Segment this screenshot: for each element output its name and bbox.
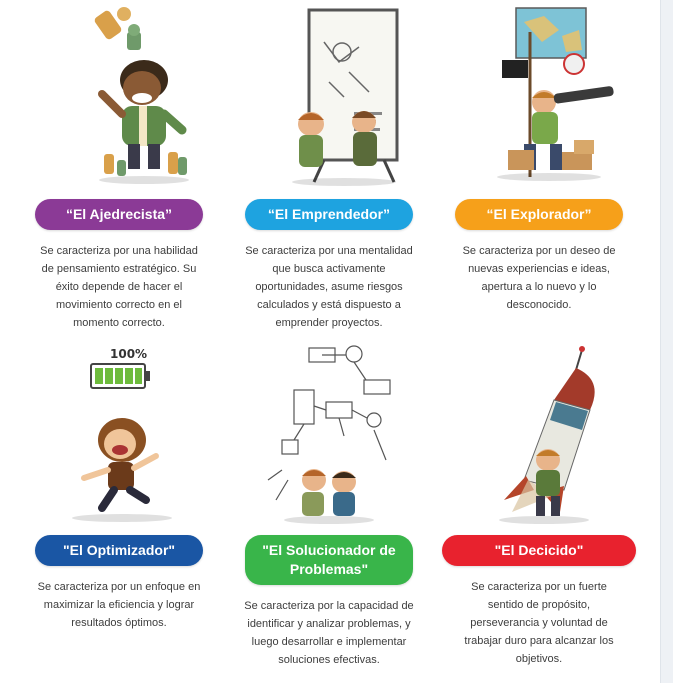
profile-description: Se caracteriza por una habilidad de pensamiento estratégico. Su éxito depende de hacer el movimiento correcto en el momento correcto. [40,245,198,329]
profile-title-pill: “El Explorador” [455,199,623,230]
profile-title-pill: “El Ajedrecista” [35,199,203,230]
profile-card-explorador [434,2,644,314]
chess-player-illustration [44,2,194,187]
profile-card-solucionador [224,340,434,669]
battery-runner-illustration [44,340,194,525]
diagram-thinker-illustration [254,340,404,525]
profile-description: Se caracteriza por un enfoque en maximizar la eficiencia y lograr resultados óptimos. [37,581,201,629]
profile-card-optimizador [14,340,224,632]
scrollbar-track[interactable] [660,0,673,683]
profile-title-pill: "El Solucionador de Problemas" [245,535,413,585]
profile-card-decicido [434,340,644,668]
profile-title-pill: "El Decicido" [442,535,636,566]
battery-percentage-label: 100% [110,347,148,361]
profile-description: Se caracteriza por un deseo de nuevas experiencias e ideas, apertura a lo nuevo y lo desconocido. [462,245,616,311]
profile-card-ajedrecista [14,2,224,332]
profile-description: Se caracteriza por un fuerte sentido de propósito, perseverancia y voluntad de trabajar duro para alcanzar los objetivos. [464,581,614,665]
profile-description: Se caracteriza por la capacidad de identificar y analizar problemas, y luego desarrollar e implementar soluciones efectivas. [244,600,414,666]
rocket-rider-illustration [464,340,614,525]
profile-title-pill: "El Optimizador" [35,535,203,566]
whiteboard-illustration [254,2,404,187]
explorer-telescope-illustration [464,2,614,187]
profile-card-emprendedor [224,2,434,332]
profile-description: Se caracteriza por una mentalidad que busca activamente oportunidades, asume riesgos calculados y está dispuesto a emprender proyectos. [245,245,413,329]
profile-title-pill: “El Emprendedor” [245,199,413,230]
